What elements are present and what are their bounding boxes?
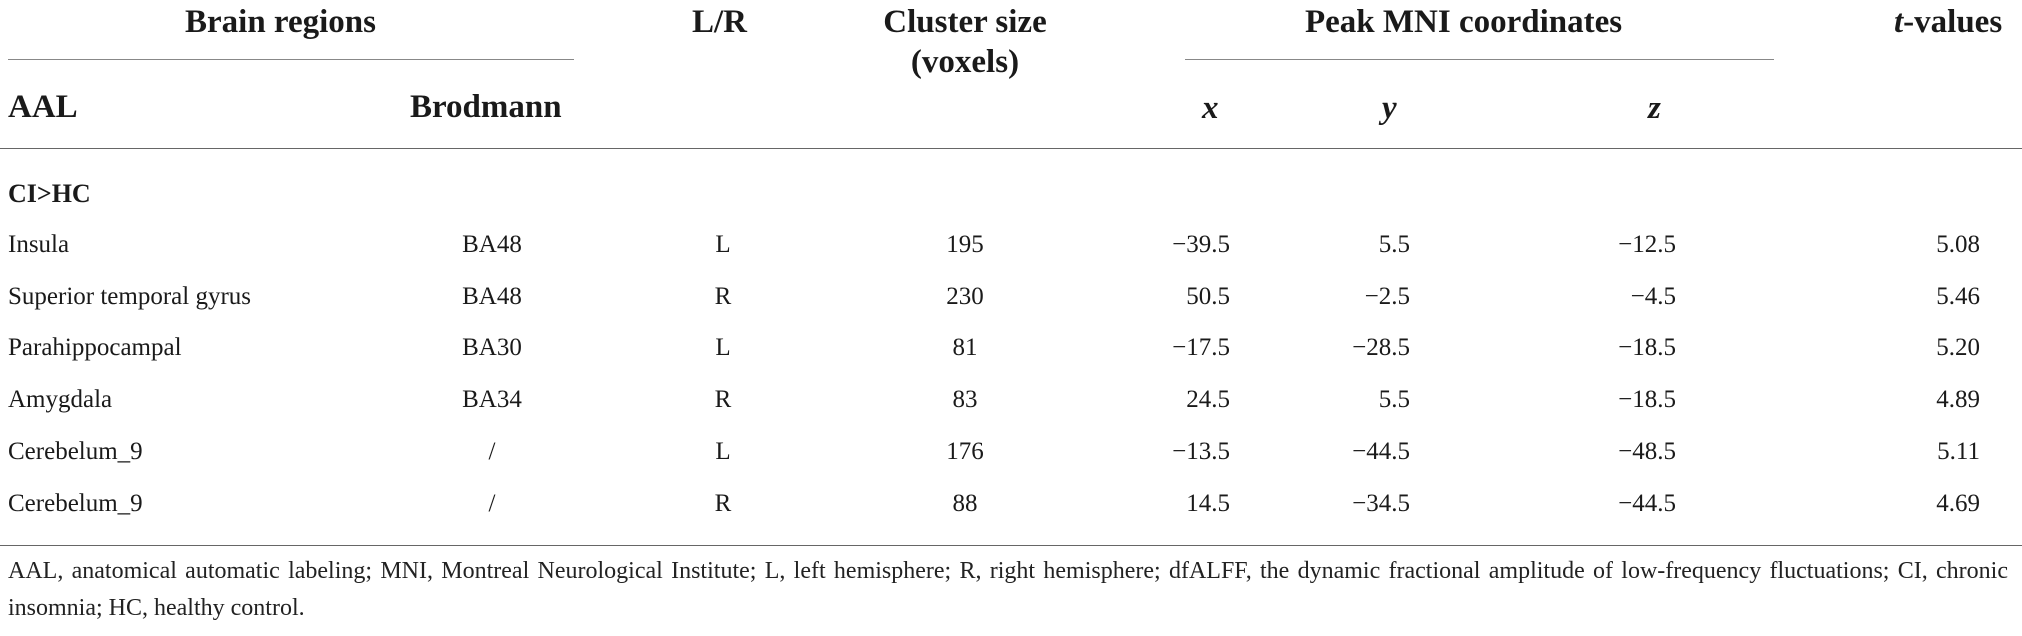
cell-t-value: 4.69 [1936, 490, 1980, 517]
header-brodmann: Brodmann [410, 89, 562, 125]
section-label: CI>HC [8, 179, 91, 208]
cell-cluster-size: 230 [946, 283, 984, 310]
cell-y: 5.5 [1378, 386, 1410, 413]
header-t-values [1894, 2, 2002, 42]
header-brain-regions: Brain regions [185, 4, 376, 40]
cell-aal: Parahippocampal [8, 334, 182, 361]
cell-lr: R [714, 283, 732, 310]
cell-z: −48.5 [1618, 438, 1676, 465]
header-bottom-rule [0, 148, 2022, 149]
cell-aal: Cerebelum_9 [8, 490, 143, 517]
cell-x: −39.5 [1172, 231, 1230, 258]
cell-y: −2.5 [1364, 283, 1410, 310]
cell-x: −17.5 [1172, 334, 1230, 361]
cell-brodmann: BA30 [462, 334, 522, 361]
peak-mni-spanner-rule [1185, 59, 1774, 60]
cell-z: −18.5 [1618, 386, 1676, 413]
cell-cluster-size: 176 [946, 438, 984, 465]
cell-cluster-size: 83 [952, 386, 978, 413]
cell-brodmann: BA34 [462, 386, 522, 413]
header-t-italic: t [1894, 4, 1904, 40]
cell-x: −13.5 [1172, 438, 1230, 465]
cell-lr: R [714, 386, 732, 413]
cell-cluster-size: 88 [952, 490, 978, 517]
cell-z: −44.5 [1618, 490, 1676, 517]
header-lr: L/R [692, 4, 748, 40]
cell-aal: Amygdala [8, 386, 113, 413]
table-footnote: AAL, anatomical automatic labeling; MNI, Montreal Neurological Institute; L, left hemisphere; R, right hemisphere; dfALFF, the dynamic fractional amplitude of low-frequency fluctuations; CI, chronic insomnia; HC, healthy control. [8, 558, 2008, 621]
cell-x: 14.5 [1186, 490, 1230, 517]
cell-cluster-size: 81 [952, 334, 978, 361]
header-t-suffix: -values [1903, 4, 2003, 40]
cell-y: −28.5 [1352, 334, 1410, 361]
cell-x: 50.5 [1186, 283, 1230, 310]
cell-x: 24.5 [1186, 386, 1230, 413]
cell-lr: L [715, 438, 731, 465]
cell-y: 5.5 [1378, 231, 1410, 258]
cell-z: −4.5 [1630, 283, 1676, 310]
brain-regions-spanner-rule [8, 59, 574, 60]
header-peak-mni: Peak MNI coordinates [1305, 4, 1623, 40]
cell-lr: R [714, 490, 732, 517]
cell-cluster-size: 195 [946, 231, 984, 258]
cell-t-value: 5.46 [1936, 283, 1980, 310]
cell-aal: Cerebelum_9 [8, 438, 143, 465]
cell-brodmann: / [488, 438, 496, 465]
cell-y: −34.5 [1352, 490, 1410, 517]
header-y: y [1382, 90, 1397, 126]
cell-lr: L [715, 334, 731, 361]
header-cluster-size-line1: Cluster size [883, 4, 1047, 40]
cell-y: −44.5 [1352, 438, 1410, 465]
header-x: x [1202, 90, 1219, 126]
cell-brodmann: BA48 [462, 231, 522, 258]
cell-t-value: 5.08 [1936, 231, 1980, 258]
cell-brodmann: BA48 [462, 283, 522, 310]
cell-t-value: 5.11 [1937, 438, 1980, 465]
header-cluster-size [835, 2, 1095, 82]
cell-t-value: 5.20 [1936, 334, 1980, 361]
table-bottom-rule [0, 545, 2022, 546]
header-cluster-size-line2: (voxels) [910, 44, 1020, 80]
cell-aal: Superior temporal gyrus [8, 283, 252, 310]
cell-lr: L [715, 231, 731, 258]
cell-brodmann: / [488, 490, 496, 517]
cell-aal: Insula [8, 231, 70, 258]
cell-t-value: 4.89 [1936, 386, 1980, 413]
cell-z: −18.5 [1618, 334, 1676, 361]
header-z: z [1648, 90, 1661, 126]
cell-z: −12.5 [1618, 231, 1676, 258]
header-aal: AAL [8, 89, 78, 125]
